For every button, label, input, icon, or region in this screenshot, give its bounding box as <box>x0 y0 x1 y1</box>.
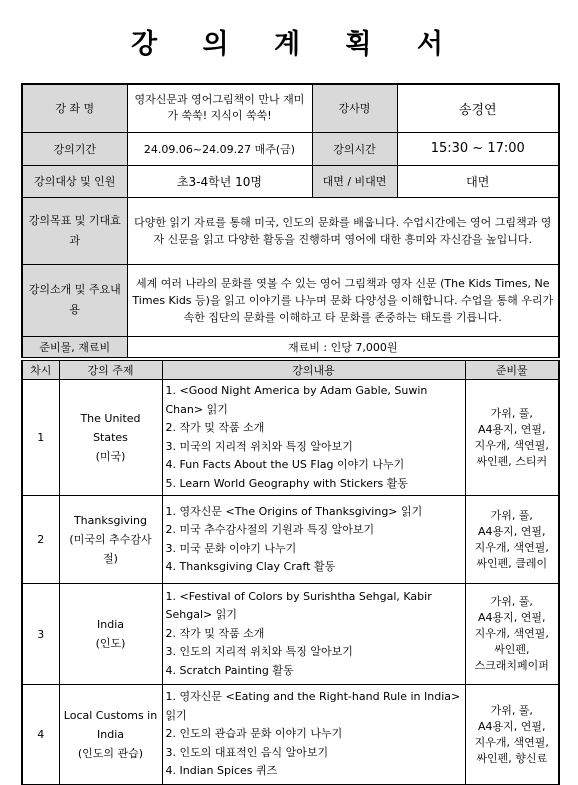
material-item: 지우개, 색연필, <box>474 540 549 554</box>
content-item: 1. <Festival of Colors by Surishtha Sehgal, Kabir Sehgal> 읽기 <box>165 589 432 622</box>
material-item: A4용지, 연필, <box>477 422 546 436</box>
session-number: 1 <box>22 380 59 496</box>
topic-ko: (인도) <box>95 637 126 650</box>
topic-ko: (미국) <box>95 450 126 463</box>
course-info-table <box>21 83 560 358</box>
content-item: 4. Fun Facts About the US Flag 이야기 나누기 <box>165 458 405 471</box>
lesson-row <box>22 496 559 584</box>
content-item: 3. 미국 문화 이야기 나누기 <box>165 541 297 555</box>
content-item: 3. 미국의 지리적 위치와 특징 알아보기 <box>165 439 353 453</box>
intro-label: 강의소개 및 주요내용 <box>22 264 127 336</box>
session-number: 2 <box>22 496 59 584</box>
header-content: 강의내용 <box>162 361 465 380</box>
material-item: A4용지, 연필, <box>477 611 546 624</box>
lesson-row <box>22 584 559 685</box>
material-item: 가위, 풀, <box>490 508 533 522</box>
lesson-row <box>22 685 559 785</box>
material-item: 가위, 풀, <box>490 703 533 717</box>
content-item: 1. <Good Night America by Adam Gable, Suwin Chan> 읽기 <box>165 384 428 416</box>
material-item: 지우개, 색연필, <box>474 627 549 640</box>
topic-ko: (인도의 관습) <box>77 747 144 760</box>
content-item: 2. 작가 및 작품 소개 <box>165 626 265 640</box>
material-item: 가위, 풀, <box>490 595 533 608</box>
material-item: 지우개, 색연필, <box>474 438 549 452</box>
content-item: 3. 인도의 대표적인 음식 알아보기 <box>165 745 329 759</box>
course-period: 24.09.06~24.09.27 매주(금) <box>127 132 312 165</box>
session-number: 4 <box>22 685 59 785</box>
content-item: 4. Indian Spices 퀴즈 <box>165 764 278 778</box>
target-label: 강의대상 및 인원 <box>22 165 127 197</box>
material-item: 싸인펜, 스티커 <box>476 454 548 468</box>
content-item: 3. 인도의 지리적 위치와 특징 알아보기 <box>165 645 353 659</box>
instructor-name: 송경연 <box>397 84 559 132</box>
goals-label: 강의목표 및 기대효과 <box>22 197 127 264</box>
content-item: 1. 영자신문 <The Origins of Thanksgiving> 읽기 <box>165 504 423 518</box>
period-label: 강의기간 <box>22 132 127 165</box>
materials-cost: 재료비 : 인당 7,000원 <box>127 336 559 357</box>
material-item: 지우개, 색연필, <box>474 735 549 749</box>
material-item: 싸인펜, 향신료 <box>476 751 548 765</box>
lesson-row <box>22 380 559 496</box>
content-item: 5. Learn World Geography with Stickers 활동 <box>165 476 408 490</box>
topic-ko: (미국의 추수감사절) <box>69 533 152 565</box>
material-item: 스크래치페이퍼 <box>474 659 549 672</box>
topic-en: The United States <box>80 412 141 444</box>
content-item: 2. 미국 추수감사절의 기원과 특징 알아보기 <box>165 523 375 536</box>
instructor-label: 강사명 <box>312 84 397 132</box>
topic-en: India <box>97 618 124 631</box>
topic-en: Thanksgiving <box>73 514 148 527</box>
session-number: 3 <box>22 584 59 685</box>
course-time: 15:30 ~ 17:00 <box>397 132 559 165</box>
material-item: A4용지, 연필, <box>477 719 546 733</box>
content-item: 1. 영자신문 <Eating and the Right-hand Rule in India> 읽기 <box>165 690 461 722</box>
content-item: 4. Thanksgiving Clay Craft 활동 <box>165 560 336 573</box>
header-materials: 준비물 <box>465 361 559 380</box>
document-title: 강 의 계 획 서 <box>130 29 461 60</box>
course-goals: 다양한 읽기 자료를 통해 미국, 인도의 문화를 배웁니다. 수업시간에는 영어 그림책과 영자 신문을 읽고 다양한 활동을 진행하며 영어에 대한 흥미와 자신감을 높입니다. <box>127 197 559 264</box>
materials-label: 준비물, 재료비 <box>22 336 127 357</box>
time-label: 강의시간 <box>312 132 397 165</box>
course-target: 초3-4학년 10명 <box>127 165 312 197</box>
mode-label: 대면 / 비대면 <box>312 165 397 197</box>
header-topic: 강의 주제 <box>59 361 162 380</box>
material-item: 싸인펜, <box>494 643 530 656</box>
course-mode: 대면 <box>397 165 559 197</box>
course-name: 영자신문과 영어그림책이 만나 재미가 쑥쑥! 지식이 쑥쑥! <box>127 84 312 132</box>
material-item: 싸인펜, 클레이 <box>476 556 548 570</box>
header-session: 차시 <box>22 361 59 380</box>
content-item: 4. Scratch Painting 활동 <box>165 663 294 677</box>
material-item: A4용지, 연필, <box>477 524 546 538</box>
course-name-label: 강 좌 명 <box>22 84 127 132</box>
course-intro: 세계 여러 나라의 문화를 엿볼 수 있는 영어 그림책과 영자 신문 (The Kids Times, Ne Times Kids 등)을 읽고 이야기를 나누며 문화 다양성을 이해합니다. 수업을 통해 우리가 속한 집단의 문화를 이해하고 타 문화를 존중하는 태도를 기릅니다. <box>127 264 559 336</box>
content-item: 2. 인도의 관습과 문화 이야기 나누기 <box>165 727 343 741</box>
lesson-plan-table <box>21 360 560 785</box>
content-item: 2. 작가 및 작품 소개 <box>165 421 265 434</box>
material-item: 가위, 풀, <box>490 406 533 420</box>
topic-en: Local Customs in India <box>63 709 158 741</box>
